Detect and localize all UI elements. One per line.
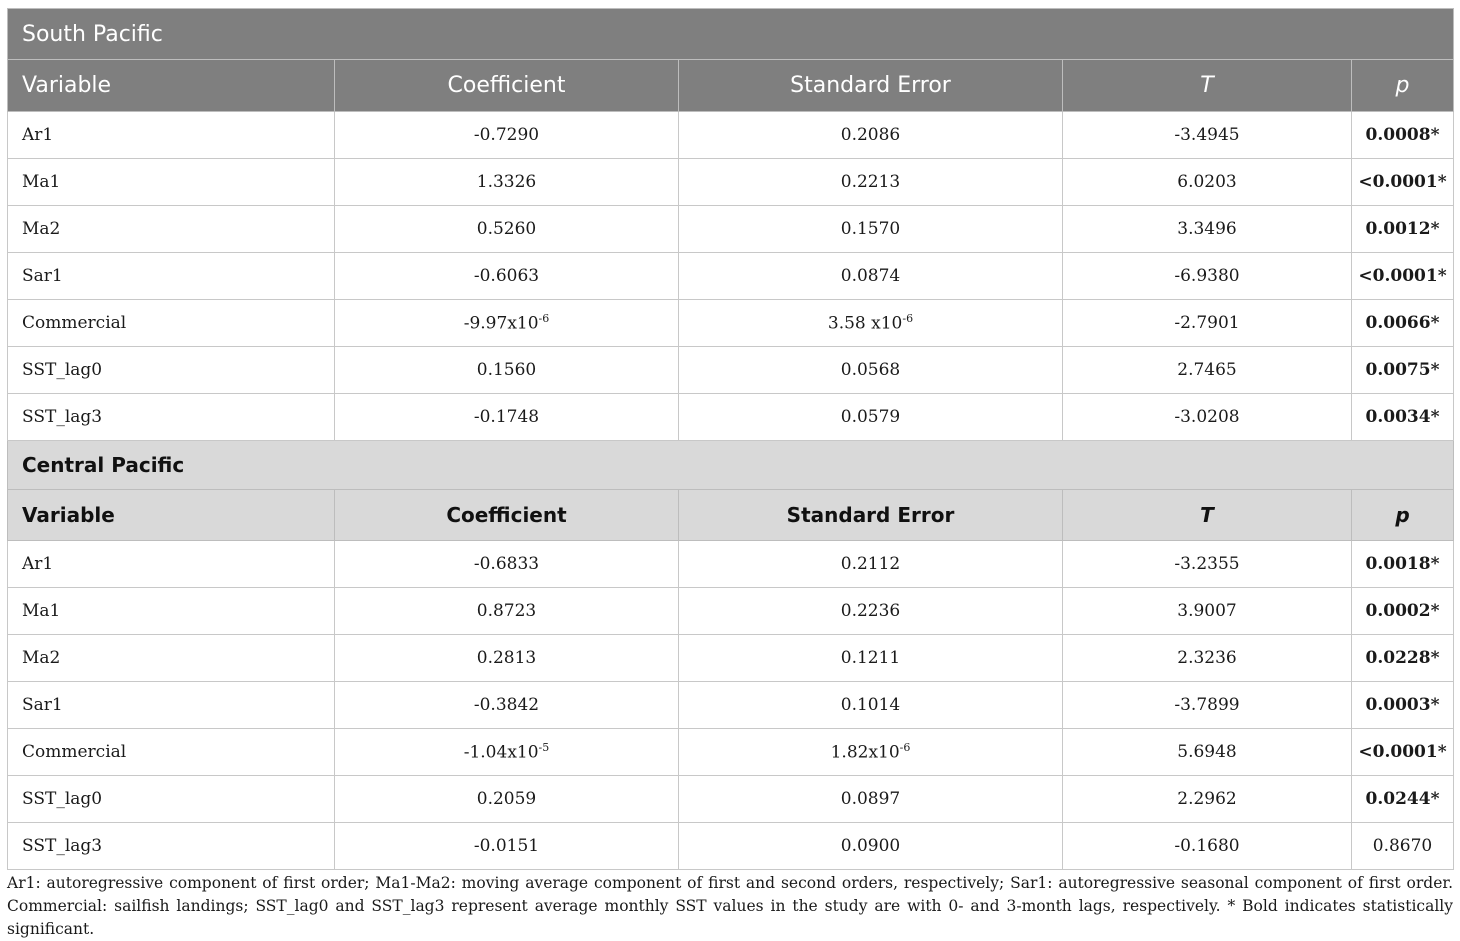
p-value-cell: 0.8670 <box>1352 823 1454 870</box>
coefficient-cell: 0.2813 <box>335 635 679 682</box>
t-value-cell: 2.2962 <box>1063 776 1352 823</box>
t-value-cell: 2.7465 <box>1063 347 1352 394</box>
header-standard-error: Standard Error <box>679 490 1063 541</box>
standard-error-cell: 0.0579 <box>679 394 1063 441</box>
t-value-cell: 6.0203 <box>1063 159 1352 206</box>
header-standard-error: Standard Error <box>679 60 1063 112</box>
central-pacific-title-row <box>8 441 1454 490</box>
table-row <box>8 776 1454 823</box>
coefficient-cell: -0.1748 <box>335 394 679 441</box>
t-value-cell: -3.2355 <box>1063 541 1352 588</box>
header-p: p <box>1352 60 1454 112</box>
table-row <box>8 394 1454 441</box>
variable-cell: Sar1 <box>8 253 335 300</box>
p-value-cell: <0.0001* <box>1352 159 1454 206</box>
table-footnote: Ar1: autoregressive component of first order; Ma1-Ma2: moving average component of first and second orders, respectively; Sar1: autoregressive seasonal component of first order. Commercial: sailfish landings; SST_lag0 and SST_lag3 represent average monthly SST values in the study are with 0- and 3-month lags, respectively. * Bold indicates statistically significant. <box>7 874 1453 938</box>
p-value-cell: 0.0228* <box>1352 635 1454 682</box>
header-variable: Variable <box>8 490 335 541</box>
table-row <box>8 588 1454 635</box>
variable-cell: Ma1 <box>8 588 335 635</box>
central-pacific-header-row <box>8 490 1454 541</box>
t-value-cell: -3.7899 <box>1063 682 1352 729</box>
p-value-cell: 0.0003* <box>1352 682 1454 729</box>
coefficient-cell: -0.6833 <box>335 541 679 588</box>
south-pacific-section <box>8 9 1454 441</box>
variable-cell: Commercial <box>8 729 335 776</box>
table-row <box>8 159 1454 206</box>
t-value-cell: 3.9007 <box>1063 588 1352 635</box>
coefficient-cell: -0.6063 <box>335 253 679 300</box>
south-pacific-title-row <box>8 9 1454 60</box>
header-t: T <box>1063 60 1352 112</box>
header-coefficient: Coefficient <box>335 60 679 112</box>
table-row <box>8 823 1454 870</box>
standard-error-cell: 0.1570 <box>679 206 1063 253</box>
variable-cell: Commercial <box>8 300 335 347</box>
table-row <box>8 729 1454 776</box>
central-pacific-section <box>8 441 1454 870</box>
coefficient-cell: $-9.97x10^{-6}$ <box>335 300 679 347</box>
standard-error-cell: 0.0897 <box>679 776 1063 823</box>
table-row <box>8 206 1454 253</box>
p-value-cell: 0.0008* <box>1352 112 1454 159</box>
p-value-cell: 0.0066* <box>1352 300 1454 347</box>
header-p: p <box>1352 490 1454 541</box>
table-row <box>8 347 1454 394</box>
p-value-cell: 0.0002* <box>1352 588 1454 635</box>
t-value-cell: -0.1680 <box>1063 823 1352 870</box>
p-value-cell: 0.0244* <box>1352 776 1454 823</box>
variable-cell: SST_lag0 <box>8 347 335 394</box>
variable-cell: Ma1 <box>8 159 335 206</box>
coefficient-cell: -0.7290 <box>335 112 679 159</box>
variable-cell: SST_lag3 <box>8 823 335 870</box>
central-pacific-title: Central Pacific <box>8 441 1454 490</box>
coefficient-cell: 1.3326 <box>335 159 679 206</box>
south-pacific-header-row <box>8 60 1454 112</box>
coefficient-cell: $-1.04x10^{-5}$ <box>335 729 679 776</box>
standard-error-cell: 3.58 $x10^{-6}$ <box>679 300 1063 347</box>
t-value-cell: -3.0208 <box>1063 394 1352 441</box>
t-value-cell: 3.3496 <box>1063 206 1352 253</box>
table-row <box>8 682 1454 729</box>
variable-cell: Ar1 <box>8 541 335 588</box>
variable-cell: Ma2 <box>8 206 335 253</box>
coefficient-cell: -0.0151 <box>335 823 679 870</box>
south-pacific-title: South Pacific <box>8 9 1454 60</box>
coefficient-cell: 0.1560 <box>335 347 679 394</box>
variable-cell: Sar1 <box>8 682 335 729</box>
t-value-cell: 5.6948 <box>1063 729 1352 776</box>
standard-error-cell: 0.2112 <box>679 541 1063 588</box>
t-value-cell: -2.7901 <box>1063 300 1352 347</box>
coefficient-cell: 0.2059 <box>335 776 679 823</box>
p-value-cell: <0.0001* <box>1352 253 1454 300</box>
header-t: T <box>1063 490 1352 541</box>
variable-cell: SST_lag0 <box>8 776 335 823</box>
standard-error-cell: 0.1014 <box>679 682 1063 729</box>
p-value-cell: 0.0012* <box>1352 206 1454 253</box>
table-row <box>8 635 1454 682</box>
standard-error-cell: 0.0568 <box>679 347 1063 394</box>
header-coefficient: Coefficient <box>335 490 679 541</box>
standard-error-cell: 0.2236 <box>679 588 1063 635</box>
p-value-cell: 0.0034* <box>1352 394 1454 441</box>
p-value-cell: 0.0018* <box>1352 541 1454 588</box>
exponent: -6 <box>899 741 911 755</box>
table-row <box>8 300 1454 347</box>
exponent: -6 <box>902 312 914 326</box>
variable-cell: SST_lag3 <box>8 394 335 441</box>
table-row <box>8 541 1454 588</box>
exponent: -5 <box>538 741 550 755</box>
standard-error-cell: 0.0900 <box>679 823 1063 870</box>
t-value-cell: -3.4945 <box>1063 112 1352 159</box>
variable-cell: Ar1 <box>8 112 335 159</box>
standard-error-cell: 0.1211 <box>679 635 1063 682</box>
coefficient-cell: -0.3842 <box>335 682 679 729</box>
standard-error-cell: $1.82x10^{-6}$ <box>679 729 1063 776</box>
header-variable: Variable <box>8 60 335 112</box>
p-value-cell: 0.0075* <box>1352 347 1454 394</box>
variable-cell: Ma2 <box>8 635 335 682</box>
t-value-cell: 2.3236 <box>1063 635 1352 682</box>
table-row <box>8 112 1454 159</box>
coefficient-cell: 0.8723 <box>335 588 679 635</box>
coefficient-cell: 0.5260 <box>335 206 679 253</box>
p-value-cell: <0.0001* <box>1352 729 1454 776</box>
standard-error-cell: 0.2086 <box>679 112 1063 159</box>
regression-table <box>7 8 1454 870</box>
table-row <box>8 253 1454 300</box>
exponent: -6 <box>538 312 550 326</box>
standard-error-cell: 0.0874 <box>679 253 1063 300</box>
t-value-cell: -6.9380 <box>1063 253 1352 300</box>
standard-error-cell: 0.2213 <box>679 159 1063 206</box>
